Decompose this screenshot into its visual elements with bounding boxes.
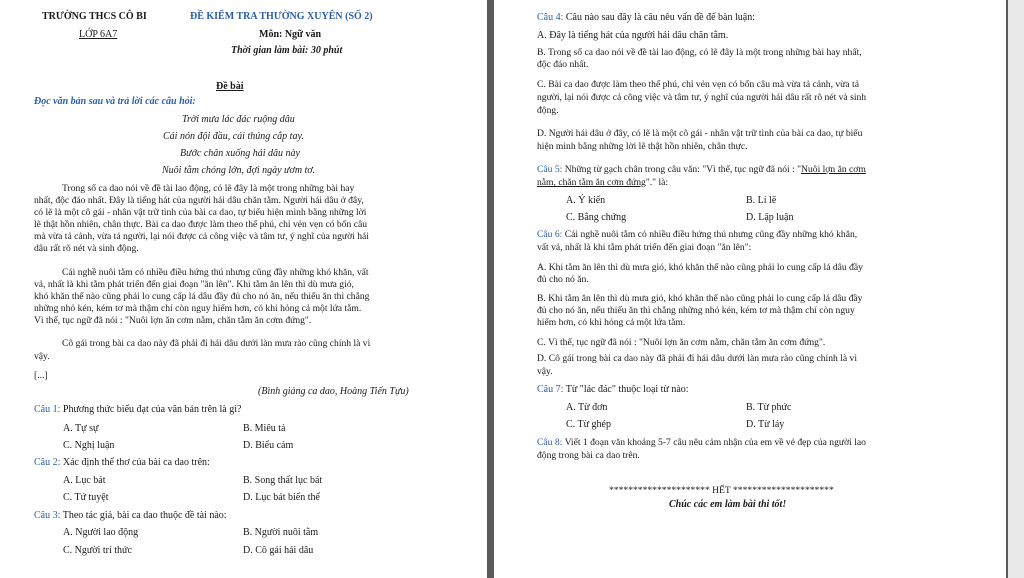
question-1 xyxy=(34,404,241,416)
poem-line: Cái nón đội đầu, cái thúng cắp tay. xyxy=(163,131,304,142)
option: C. Vì thế, tục ngữ đã nói : "Nuôi lợn ăn cơm nằm, chăn tằm ăn cơm đứng". xyxy=(537,337,826,348)
question-text: Những từ gạch chân trong câu văn: "Vì thế, tục ngữ đã nói : " xyxy=(564,164,802,175)
source-citation: (Bình giảng ca dao, Hoàng Tiến Tựu) xyxy=(258,386,409,397)
option: C. Bằng chứng xyxy=(566,212,627,223)
option: B. Người nuôi tằm xyxy=(243,527,319,538)
option: A. Khi tằm ăn lên thì dù mưa gió, khó khăn thế nào cũng phải lo cung cấp lá dâu đầy xyxy=(537,262,863,273)
option: C. Người trí thức xyxy=(63,545,132,556)
option: B. Từ phức xyxy=(746,402,792,413)
option: B. Khi tằm ăn lên thì dù mưa gió, khó khăn thế nào cũng phải lo cung cấp lá dâu đầy xyxy=(537,293,863,304)
para2-line: vả, nhất là khi tằm phát triển đến giai đoạn "ăn lên". Khi tằm ăn lên thì dù mưa gió, xyxy=(34,279,354,290)
question-text: Xác định thể thơ của bài ca dao trên: xyxy=(62,457,210,468)
question-text: Câu nào sau đây là câu nêu vấn đề để bàn luận: xyxy=(565,12,755,23)
option: D. Cô gái hái dâu xyxy=(243,545,314,556)
exam-page-left xyxy=(0,0,487,578)
question-text: Từ "lác đác" thuộc loại từ nào: xyxy=(565,384,689,395)
question-text-cont: động trong bài ca dao trên. xyxy=(537,450,640,461)
para2-line: khó khăn thế nào cũng phải lo cung cấp lá dâu đầy đủ cho nó ăn, nếu thiếu ăn thì chẳng xyxy=(34,291,370,302)
question-text: Cái nghề nuôi tằm có nhiều điều hứng thú nhưng cũng đầy những khó khăn, xyxy=(564,229,858,240)
option: B. Trong số ca dao nói về đề tài lao động, có lẽ đây là một trong những bài hay nhất, xyxy=(537,47,862,58)
question-label: Câu 5: xyxy=(537,164,563,175)
para1-line: nhất, độc đáo nhất. Đây là tiếng hát của người hái dâu chăn tằm. Người hái dâu ở đây, xyxy=(34,195,364,206)
option: A. Đây là tiếng hát của người hái dâu chăn tằm. xyxy=(537,30,729,41)
instruction: Đọc văn bản sau và trả lời các câu hỏi: xyxy=(34,96,196,107)
option: D. Cô gái trong bài ca dao này đã phải đi hái dâu dưới làn mưa rào cũng chính là vì xyxy=(537,353,857,364)
question-5-cont xyxy=(537,177,668,189)
option: B. Song thất lục bát xyxy=(243,475,323,486)
question-label: Câu 7: xyxy=(537,384,564,395)
option-cont: hiểm hơn, có khi hỏng cả một lứa tằm. xyxy=(537,317,686,328)
question-text-cont: vất vả, nhất là khi tằm phát triển đến giai đoạn "ăn lên": xyxy=(537,242,752,253)
option: A. Từ đơn xyxy=(566,402,608,413)
poem-line: Nuôi tằm chóng lớn, đợi ngày ươm tơ. xyxy=(162,165,316,176)
option: C. Từ ghép xyxy=(566,419,611,430)
para3-ellipsis: [...] xyxy=(34,370,48,381)
end-marker: ********************* HẾT ********************* xyxy=(609,485,834,496)
exam-page-right xyxy=(494,0,1006,578)
poem-line: Bước chân xuống hái dâu này xyxy=(180,148,300,159)
question-5 xyxy=(537,164,866,176)
question-7 xyxy=(537,384,689,396)
para1-line: mà vừa tả cảnh, vừa tả người, lại nói được cả công việc và tâm tư, ý nghĩ của người hái xyxy=(34,231,369,242)
option: A. Ý kiến xyxy=(566,195,606,206)
option: D. Người hái dâu ở đây, có lẽ là một cô gái - nhân vật trữ tình của bài ca dao, tự biểu xyxy=(537,128,863,139)
poem-line: Trời mưa lác đác ruộng dâu xyxy=(182,114,295,125)
question-3 xyxy=(34,510,227,522)
school-name: TRƯỜNG THCS CÔ BI xyxy=(42,11,147,22)
option: D. Lập luận xyxy=(746,212,794,223)
question-2 xyxy=(34,457,210,469)
question-label: Câu 2: xyxy=(34,457,61,468)
para2-line: Cái nghề nuôi tằm có nhiều điều hứng thú nhưng cũng đầy những khó khăn, vất xyxy=(62,267,369,278)
exam-title: ĐỀ KIỂM TRA THƯỜNG XUYÊN (SỐ 2) xyxy=(190,11,373,22)
option-cont: hiện mình bằng những lời lẽ thật hồn nhiên, chân thực. xyxy=(537,141,748,152)
question-label: Câu 4: xyxy=(537,12,564,23)
para2-line: những nhỏ kén, kém tơ mà thậm chí còn nguy hiểm hơn, có khi hỏng cả một lứa tằm. xyxy=(34,303,362,314)
option: A. Lục bát xyxy=(63,475,106,486)
para3-line: vậy. xyxy=(34,351,50,362)
question-label: Câu 1: xyxy=(34,404,61,415)
option: C. Nghị luận xyxy=(63,440,115,451)
para1-line: có lẽ là một cô gái - nhân vật trữ tình của bài ca dao, tự biểu hiện mình bằng những lời xyxy=(34,207,367,218)
exam-time: Thời gian làm bài: 30 phút xyxy=(231,45,343,56)
para1-line: Trong số ca dao nói về đề tài lao động, có lẽ đây là một trong những bài hay xyxy=(62,183,355,194)
question-label: Câu 8: xyxy=(537,437,563,448)
de-bai-heading: Đề bài xyxy=(216,81,244,92)
para1-line: lẽ thật hồn nhiên, chân thực. Bài ca dao được làm theo thể phú, chỉ vẻn vẹn có bốn câu xyxy=(34,219,368,230)
option: D. Biểu cảm xyxy=(243,440,294,451)
option-cont: độc đáo nhất. xyxy=(537,59,589,70)
option: B. Miêu tả xyxy=(243,423,286,434)
option: A. Tự sự xyxy=(63,423,99,434)
question-label: Câu 6: xyxy=(537,229,563,240)
option: A. Người lao động xyxy=(63,527,139,538)
option: C. Tứ tuyệt xyxy=(63,492,109,503)
question-text: Viết 1 đoạn văn khoảng 5-7 câu nêu cảm nhận của em về vẻ đẹp của người lao xyxy=(564,437,866,448)
underlined-phrase: Nuôi lợn ăn cơm xyxy=(801,164,866,175)
option-cont: đủ cho nó ăn, nếu thiếu ăn thì chẳng những nhỏ kén, kém tơ mà thậm chí còn nguy xyxy=(537,305,855,316)
subject: Môn: Ngữ văn xyxy=(259,29,322,40)
question-label: Câu 3: xyxy=(34,510,61,521)
option-cont: vậy. xyxy=(537,366,553,377)
option-cont: người, lại nói được cả công việc và tâm tư, ý nghĩ của người hái dâu rất rõ nét và sinh xyxy=(537,92,867,103)
option: D. Từ láy xyxy=(746,419,785,430)
scrollbar[interactable] xyxy=(1008,0,1024,578)
para3-line: Cô gái trong bài ca dao này đã phải đi hái dâu dưới làn mưa rào cũng chính là vì xyxy=(62,338,371,349)
question-text: Phương thức biểu đạt của văn bản trên là gì? xyxy=(62,404,242,415)
para1-line: dâu rất rõ nét và sinh động. xyxy=(34,243,139,254)
class-name: LỚP 6A7 xyxy=(79,29,118,40)
underlined-phrase: nằm, chăn tằm ăn cơm đứng xyxy=(537,177,646,188)
question-4 xyxy=(537,12,755,24)
option: D. Lục bát biến thể xyxy=(243,492,320,503)
option-cont: động. xyxy=(537,105,559,116)
option: C. Bài ca dao được làm theo thể phú, chỉ vẻn vẹn có bốn câu mà vừa tả cảnh, vừa tả xyxy=(537,79,859,90)
para2-line: Vì thế, tục ngữ đã nói : "Nuôi lợn ăn cơm nằm, chăn tằm ăn cơm đứng". xyxy=(34,315,312,326)
option: B. Lí lẽ xyxy=(746,195,777,206)
question-text: "." là: xyxy=(645,177,669,188)
question-8 xyxy=(537,437,866,449)
option-cont: đủ cho nó ăn. xyxy=(537,274,589,285)
closing-message: Chúc các em làm bài thi tốt! xyxy=(669,499,787,510)
question-text: Theo tác giả, bài ca dao thuộc đề tài nào: xyxy=(62,510,227,521)
question-6 xyxy=(537,229,857,241)
